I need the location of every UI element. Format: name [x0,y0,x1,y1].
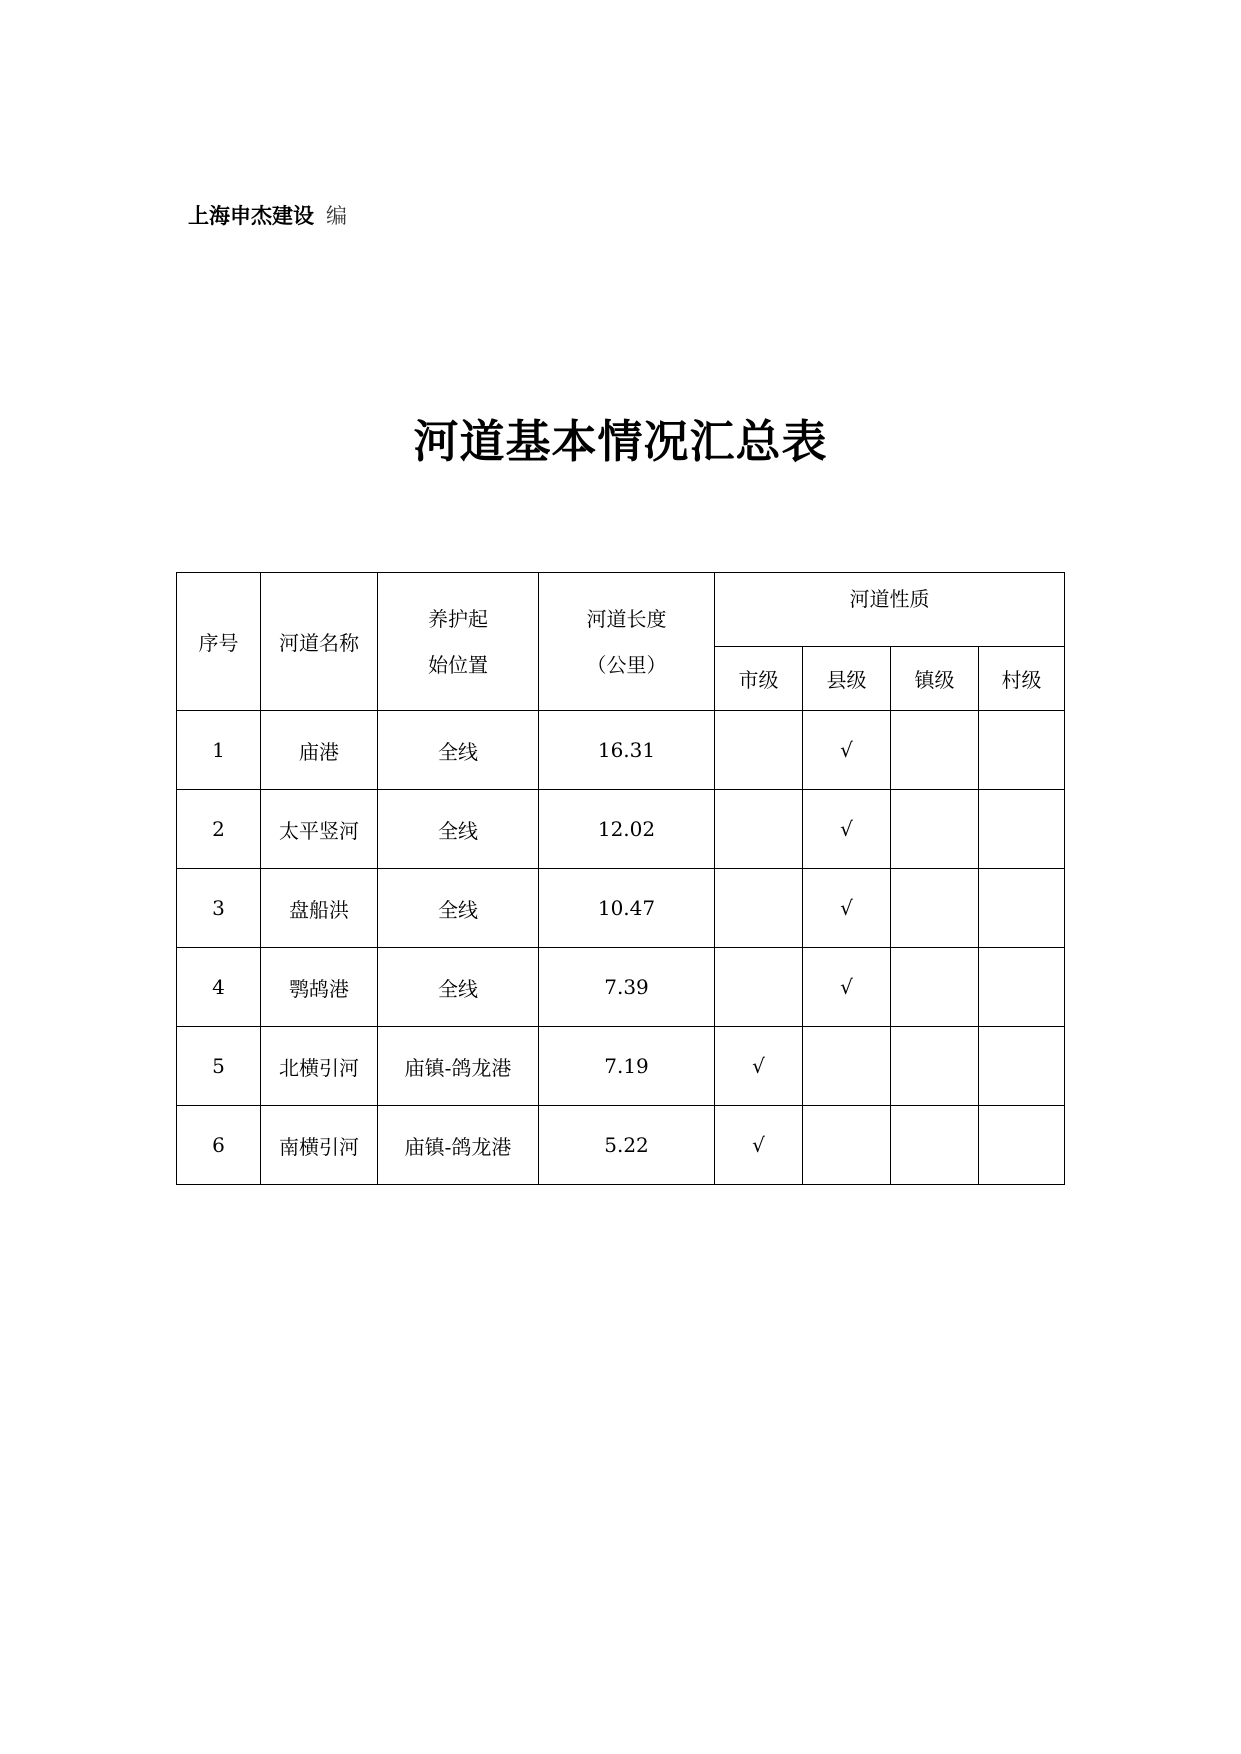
table-header-row [177,573,1065,647]
header-city-level: 市级 [715,647,803,711]
header-range [378,573,539,711]
table-row [177,948,1065,1027]
cell-length: 12.02 [539,790,715,869]
table-row [177,869,1065,948]
cell-index: 1 [177,711,261,790]
cell-name: 庙港 [261,711,378,790]
cell-index: 4 [177,948,261,1027]
header-nature: 河道性质 [715,573,1065,647]
cell-city-mark: √ [715,1027,803,1106]
cell-range: 庙镇-鸽龙港 [378,1027,539,1106]
cell-name: 鹗鸪港 [261,948,378,1027]
cell-county-mark: √ [803,869,891,948]
cell-index: 3 [177,869,261,948]
cell-length: 5.22 [539,1106,715,1185]
cell-length: 7.39 [539,948,715,1027]
cell-village-mark [979,1027,1065,1106]
header-town-level: 镇级 [891,647,979,711]
cell-index: 5 [177,1027,261,1106]
cell-county-mark: √ [803,948,891,1027]
header-county-level: 县级 [803,647,891,711]
cell-name: 太平竖河 [261,790,378,869]
table-row [177,1106,1065,1185]
cell-town-mark [891,948,979,1027]
document-title: 河道基本情况汇总表 [413,415,828,468]
publisher-name: 上海申杰建设 [188,204,314,228]
cell-city-mark [715,948,803,1027]
header-length-line2: （公里） [586,652,667,677]
cell-index: 2 [177,790,261,869]
header-length-line1: 河道长度 [586,606,667,631]
cell-name: 北横引河 [261,1027,378,1106]
document-header [188,200,347,232]
cell-county-mark: √ [803,711,891,790]
cell-length: 16.31 [539,711,715,790]
cell-town-mark [891,1106,979,1185]
cell-town-mark [891,790,979,869]
cell-index: 6 [177,1106,261,1185]
cell-village-mark [979,1106,1065,1185]
cell-range: 全线 [378,711,539,790]
header-length [539,573,715,711]
cell-range: 庙镇-鸽龙港 [378,1106,539,1185]
cell-range: 全线 [378,790,539,869]
header-range-line1: 养护起 [428,606,488,631]
header-village-level: 村级 [979,647,1065,711]
cell-town-mark [891,869,979,948]
cell-name: 南横引河 [261,1106,378,1185]
cell-county-mark [803,1106,891,1185]
cell-village-mark [979,790,1065,869]
header-range-line2: 始位置 [428,652,488,677]
river-summary-table [176,572,1065,1185]
cell-length: 10.47 [539,869,715,948]
cell-range: 全线 [378,869,539,948]
cell-town-mark [891,1027,979,1106]
table-row [177,790,1065,869]
cell-city-mark: √ [715,1106,803,1185]
table-row [177,711,1065,790]
cell-range: 全线 [378,948,539,1027]
cell-city-mark [715,711,803,790]
cell-village-mark [979,711,1065,790]
cell-county-mark [803,1027,891,1106]
header-name: 河道名称 [261,573,378,711]
cell-length: 7.19 [539,1027,715,1106]
cell-city-mark [715,869,803,948]
cell-name: 盘船洪 [261,869,378,948]
cell-county-mark: √ [803,790,891,869]
cell-village-mark [979,948,1065,1027]
cell-village-mark [979,869,1065,948]
header-index: 序号 [177,573,261,711]
publisher-suffix: 编 [326,204,347,228]
cell-city-mark [715,790,803,869]
cell-town-mark [891,711,979,790]
table-row [177,1027,1065,1106]
